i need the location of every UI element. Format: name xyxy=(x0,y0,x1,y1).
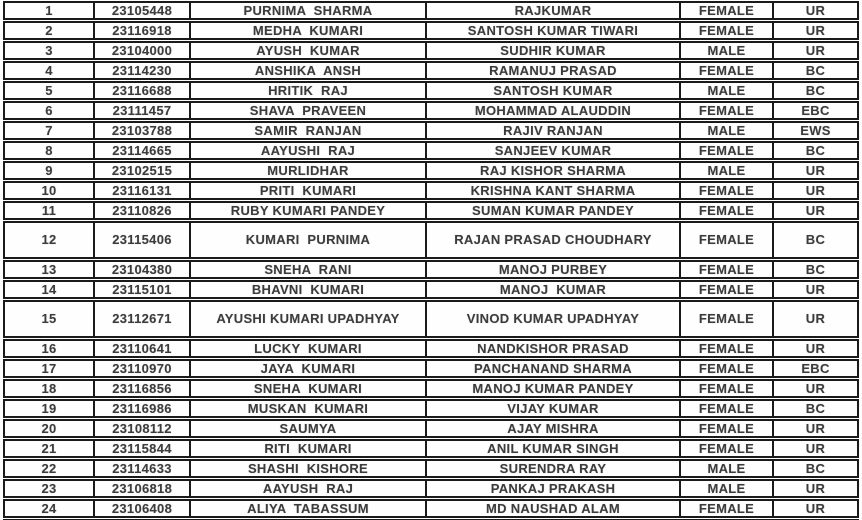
name-cell: ALIYA TABASSUM xyxy=(189,499,425,518)
category-cell: UR xyxy=(772,379,859,398)
gender-cell: MALE xyxy=(679,459,772,478)
name-cell: AYUSH KUMAR xyxy=(189,41,425,60)
gender-cell: MALE xyxy=(679,161,772,180)
category-cell: EBC xyxy=(772,101,859,120)
table-row xyxy=(3,181,859,200)
serial-cell: 14 xyxy=(3,280,93,299)
category-cell: BC xyxy=(772,221,859,259)
serial-cell: 9 xyxy=(3,161,93,180)
serial-cell: 7 xyxy=(3,121,93,140)
name-cell: RUBY KUMARI PANDEY xyxy=(189,201,425,220)
gender-cell: FEMALE xyxy=(679,419,772,438)
name-cell: SHASHI KISHORE xyxy=(189,459,425,478)
table-row xyxy=(3,339,859,358)
father-name-cell: AJAY MISHRA xyxy=(425,419,679,438)
father-name-cell: PANKAJ PRAKASH xyxy=(425,479,679,498)
category-cell: BC xyxy=(772,399,859,418)
father-name-cell: VIJAY KUMAR xyxy=(425,399,679,418)
name-cell: SHAVA PRAVEEN xyxy=(189,101,425,120)
gender-cell: FEMALE xyxy=(679,61,772,80)
serial-cell: 15 xyxy=(3,300,93,338)
gender-cell: FEMALE xyxy=(679,181,772,200)
name-cell: RITI KUMARI xyxy=(189,439,425,458)
father-name-cell: RAJAN PRASAD CHOUDHARY xyxy=(425,221,679,259)
roll-no-cell: 23115406 xyxy=(93,221,189,259)
name-cell: MUSKAN KUMARI xyxy=(189,399,425,418)
serial-cell: 18 xyxy=(3,379,93,398)
roll-no-cell: 23112671 xyxy=(93,300,189,338)
serial-cell: 17 xyxy=(3,359,93,378)
table-row xyxy=(3,121,859,140)
father-name-cell: MOHAMMAD ALAUDDIN xyxy=(425,101,679,120)
roll-no-cell: 23108112 xyxy=(93,419,189,438)
father-name-cell: SUMAN KUMAR PANDEY xyxy=(425,201,679,220)
table-row xyxy=(3,399,859,418)
roll-no-cell: 23111457 xyxy=(93,101,189,120)
roll-no-cell: 23116986 xyxy=(93,399,189,418)
table-row xyxy=(3,141,859,160)
roll-no-cell: 23106818 xyxy=(93,479,189,498)
table-row xyxy=(3,359,859,378)
serial-cell: 13 xyxy=(3,260,93,279)
roll-no-cell: 23104000 xyxy=(93,41,189,60)
roll-no-cell: 23110826 xyxy=(93,201,189,220)
gender-cell: FEMALE xyxy=(679,221,772,259)
table-row xyxy=(3,479,859,498)
serial-cell: 20 xyxy=(3,419,93,438)
roll-no-cell: 23116131 xyxy=(93,181,189,200)
category-cell: BC xyxy=(772,141,859,160)
table-row xyxy=(3,280,859,299)
serial-cell: 21 xyxy=(3,439,93,458)
name-cell: AYUSHI KUMARI UPADHYAY xyxy=(189,300,425,338)
father-name-cell: RAMANUJ PRASAD xyxy=(425,61,679,80)
name-cell: JAYA KUMARI xyxy=(189,359,425,378)
gender-cell: FEMALE xyxy=(679,260,772,279)
table-row xyxy=(3,499,859,518)
gender-cell: FEMALE xyxy=(679,359,772,378)
serial-cell: 1 xyxy=(3,1,93,20)
category-cell: BC xyxy=(772,61,859,80)
roll-no-cell: 23110970 xyxy=(93,359,189,378)
name-cell: AAYUSHI RAJ xyxy=(189,141,425,160)
father-name-cell: RAJ KISHOR SHARMA xyxy=(425,161,679,180)
category-cell: UR xyxy=(772,479,859,498)
roll-no-cell: 23102515 xyxy=(93,161,189,180)
category-cell: EWS xyxy=(772,121,859,140)
table-row xyxy=(3,201,859,220)
name-cell: HRITIK RAJ xyxy=(189,81,425,100)
table-row xyxy=(3,260,859,279)
serial-cell: 12 xyxy=(3,221,93,259)
category-cell: BC xyxy=(772,459,859,478)
category-cell: UR xyxy=(772,339,859,358)
gender-cell: FEMALE xyxy=(679,339,772,358)
category-cell: UR xyxy=(772,161,859,180)
table-row xyxy=(3,419,859,438)
table-row xyxy=(3,161,859,180)
roll-no-cell: 23116856 xyxy=(93,379,189,398)
gender-cell: FEMALE xyxy=(679,21,772,40)
category-cell: UR xyxy=(772,419,859,438)
roll-no-cell: 23115101 xyxy=(93,280,189,299)
roll-no-cell: 23106408 xyxy=(93,499,189,518)
roll-no-cell: 23103788 xyxy=(93,121,189,140)
serial-cell: 4 xyxy=(3,61,93,80)
serial-cell: 24 xyxy=(3,499,93,518)
roll-no-cell: 23104380 xyxy=(93,260,189,279)
gender-cell: FEMALE xyxy=(679,201,772,220)
category-cell: UR xyxy=(772,201,859,220)
category-cell: UR xyxy=(772,21,859,40)
gender-cell: FEMALE xyxy=(679,439,772,458)
father-name-cell: SUDHIR KUMAR xyxy=(425,41,679,60)
serial-cell: 19 xyxy=(3,399,93,418)
table-row xyxy=(3,41,859,60)
table-body xyxy=(3,1,859,520)
category-cell: UR xyxy=(772,499,859,518)
serial-cell: 11 xyxy=(3,201,93,220)
father-name-cell: RAJKUMAR xyxy=(425,1,679,20)
name-cell: SNEHA KUMARI xyxy=(189,379,425,398)
table-row xyxy=(3,379,859,398)
serial-cell: 6 xyxy=(3,101,93,120)
table-row xyxy=(3,61,859,80)
gender-cell: FEMALE xyxy=(679,300,772,338)
category-cell: UR xyxy=(772,300,859,338)
serial-cell: 5 xyxy=(3,81,93,100)
table-row xyxy=(3,1,859,20)
serial-cell: 8 xyxy=(3,141,93,160)
gender-cell: MALE xyxy=(679,121,772,140)
name-cell: SNEHA RANI xyxy=(189,260,425,279)
father-name-cell: MANOJ KUMAR PANDEY xyxy=(425,379,679,398)
table-row xyxy=(3,300,859,338)
table-row xyxy=(3,439,859,458)
serial-cell: 22 xyxy=(3,459,93,478)
category-cell: BC xyxy=(772,81,859,100)
category-cell: UR xyxy=(772,439,859,458)
serial-cell: 2 xyxy=(3,21,93,40)
roll-no-cell: 23105448 xyxy=(93,1,189,20)
name-cell: KUMARI PURNIMA xyxy=(189,221,425,259)
roll-no-cell: 23114665 xyxy=(93,141,189,160)
roll-no-cell: 23116918 xyxy=(93,21,189,40)
father-name-cell: RAJIV RANJAN xyxy=(425,121,679,140)
father-name-cell: MD NAUSHAD ALAM xyxy=(425,499,679,518)
father-name-cell: SANTOSH KUMAR TIWARI xyxy=(425,21,679,40)
father-name-cell: SANJEEV KUMAR xyxy=(425,141,679,160)
table-row xyxy=(3,459,859,478)
merit-list-table xyxy=(3,0,859,520)
gender-cell: FEMALE xyxy=(679,141,772,160)
gender-cell: MALE xyxy=(679,41,772,60)
category-cell: UR xyxy=(772,1,859,20)
table-row xyxy=(3,101,859,120)
category-cell: UR xyxy=(772,181,859,200)
category-cell: UR xyxy=(772,41,859,60)
gender-cell: FEMALE xyxy=(679,499,772,518)
name-cell: LUCKY KUMARI xyxy=(189,339,425,358)
table-row xyxy=(3,221,859,259)
gender-cell: FEMALE xyxy=(679,101,772,120)
father-name-cell: SANTOSH KUMAR xyxy=(425,81,679,100)
roll-no-cell: 23114633 xyxy=(93,459,189,478)
father-name-cell: NANDKISHOR PRASAD xyxy=(425,339,679,358)
name-cell: PURNIMA SHARMA xyxy=(189,1,425,20)
name-cell: MURLIDHAR xyxy=(189,161,425,180)
roll-no-cell: 23115844 xyxy=(93,439,189,458)
table-row xyxy=(3,81,859,100)
roll-no-cell: 23116688 xyxy=(93,81,189,100)
gender-cell: FEMALE xyxy=(679,399,772,418)
serial-cell: 23 xyxy=(3,479,93,498)
name-cell: PRITI KUMARI xyxy=(189,181,425,200)
name-cell: ANSHIKA ANSH xyxy=(189,61,425,80)
roll-no-cell: 23110641 xyxy=(93,339,189,358)
gender-cell: MALE xyxy=(679,81,772,100)
father-name-cell: VINOD KUMAR UPADHYAY xyxy=(425,300,679,338)
father-name-cell: MANOJ PURBEY xyxy=(425,260,679,279)
table-row xyxy=(3,21,859,40)
name-cell: BHAVNI KUMARI xyxy=(189,280,425,299)
father-name-cell: PANCHANAND SHARMA xyxy=(425,359,679,378)
gender-cell: FEMALE xyxy=(679,280,772,299)
name-cell: SAUMYA xyxy=(189,419,425,438)
name-cell: SAMIR RANJAN xyxy=(189,121,425,140)
serial-cell: 10 xyxy=(3,181,93,200)
father-name-cell: ANIL KUMAR SINGH xyxy=(425,439,679,458)
name-cell: MEDHA KUMARI xyxy=(189,21,425,40)
serial-cell: 16 xyxy=(3,339,93,358)
serial-cell: 3 xyxy=(3,41,93,60)
category-cell: UR xyxy=(772,280,859,299)
gender-cell: FEMALE xyxy=(679,1,772,20)
category-cell: EBC xyxy=(772,359,859,378)
gender-cell: MALE xyxy=(679,479,772,498)
roll-no-cell: 23114230 xyxy=(93,61,189,80)
father-name-cell: MANOJ KUMAR xyxy=(425,280,679,299)
father-name-cell: KRISHNA KANT SHARMA xyxy=(425,181,679,200)
name-cell: AAYUSH RAJ xyxy=(189,479,425,498)
category-cell: BC xyxy=(772,260,859,279)
gender-cell: FEMALE xyxy=(679,379,772,398)
father-name-cell: SURENDRA RAY xyxy=(425,459,679,478)
